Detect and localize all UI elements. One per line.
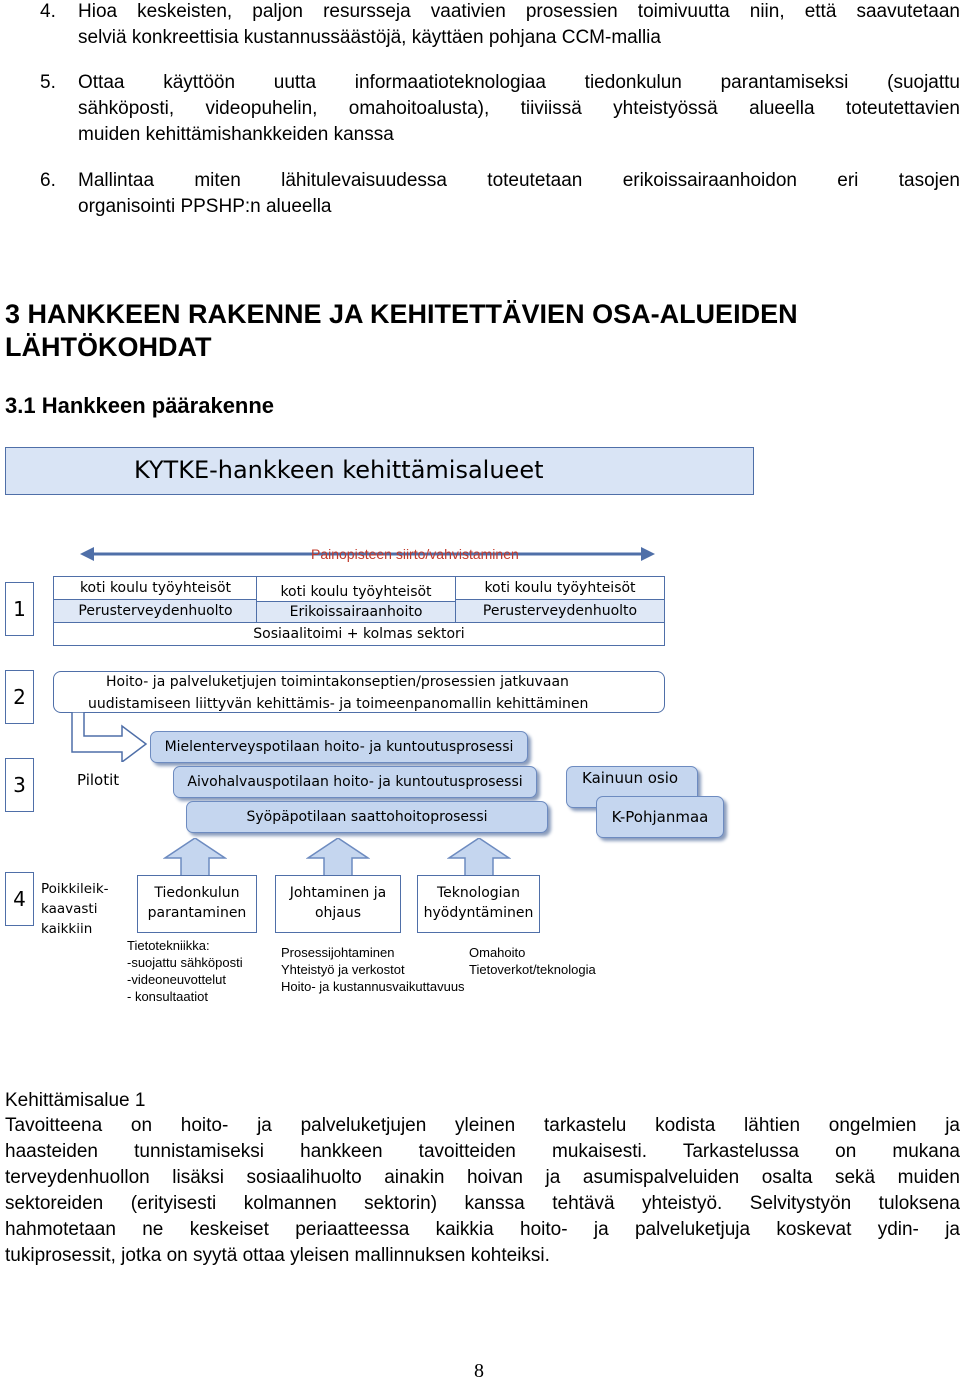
row2-text-line: Hoito- ja palveluketjujen toimintakonseptien/prosessien jatkuvaan [106,674,569,690]
subsection-heading: 3.1 Hankkeen päärakenne [5,393,275,418]
process-notes: Prosessijohtaminen Yhteistyö ja verkostot Hoito- ja kustannusvaikuttavuus [281,945,465,994]
crosscut-label: Poikkileik- kaavasti kaikkiin [41,881,109,937]
section-heading-line: 3 HANKKEEN RAKENNE JA KEHITETTÄVIEN OSA-ALUEIDEN [5,299,798,329]
list-text-line: sähköposti, videopuhelin, omahoitoalusta), tiiviissä yhteistyössä alueella toteutettavien [78,98,960,119]
self-care-notes: Omahoito Tietoverkot/teknologia [469,945,596,977]
row1-cell-top: koti koulu työyhteisöt [455,576,665,600]
diagram-banner [5,447,754,495]
pilot-cancer: Syöpäpotilaan saattohoitoprosessi [186,801,548,833]
list-number: 5. [40,72,56,93]
row2-text-line: uudistamiseen liittyvän kehittämis- ja toimeenpanomallin kehittäminen [88,696,589,712]
paragraph-line: tukiprosessit, jotka on syytä ottaa yleisen mallinnuksen kohteiksi. [5,1245,550,1266]
arrow-label: Painopisteen siirto/vahvistaminen [311,546,519,562]
theme-information-flow: Tiedonkulun parantaminen [137,875,257,933]
it-notes: Tietotekniikka: -suojattu sähköposti -videoneuvottelut - konsultaatiot [127,938,243,1004]
row-number-3: 3 [5,758,34,812]
row1-cell-bottom: Perusterveydenhuolto [53,599,258,623]
up-arrow-icon [163,838,227,878]
row1-cell-bottom: Erikoissairaanhoito [256,601,456,623]
row1-cell-top: koti koulu työyhteisöt [256,576,456,602]
paragraph-line: haasteiden tunnistamiseksi hankkeen tavoitteiden mukaisesti. Tarkastelussa on mukana [5,1141,960,1162]
list-text-line: organisointi PPSHP:n alueella [78,196,332,217]
up-arrow-icon [447,838,511,878]
pilot-stroke: Aivohalvauspotilaan hoito- ja kuntoutusprosessi [173,766,537,798]
row-number-4: 4 [5,872,34,926]
area-paragraph [5,1113,960,1269]
region-k-pohjanmaa: K-Pohjanmaa [596,796,724,838]
section-heading [5,298,798,364]
region-kainuu: Kainuun osio [566,766,698,808]
row1-cell-top: koti koulu työyhteisöt [53,576,258,600]
row2-process-box [53,671,665,713]
list-text-line: Ottaa käyttöön uutta informaatioteknologiaa tiedonkulun parantamiseksi (suojattu [78,72,960,93]
section-heading-line: LÄHTÖKOHDAT [5,332,212,362]
pilots-label: Pilotit [77,771,120,789]
bent-arrow-icon [64,712,154,762]
paragraph-line: sektoreiden (erityisesti kolmannen sektorin) kanssa tehtävä yhteistyö. Selvitystyön tuloksena [5,1193,960,1214]
paragraph-line: terveydenhuollon lisäksi sosiaalihuolto ainakin hoivan ja asumispalveluiden osalta sekä muiden [5,1167,960,1188]
row-number-2: 2 [5,670,34,724]
paragraph-line: Tavoitteena on hoito- ja palveluketjujen yleinen tarkastelu kodista lähtien ongelmien ja [5,1115,960,1136]
list-number: 4. [40,1,56,22]
list-text-line: muiden kehittämishankkeiden kanssa [78,124,394,145]
list-text-line: Mallintaa miten lähitulevaisuudessa toteutetaan erikoissairaanhoidon eri tasojen [78,170,960,191]
list-text-line: selviä konkreettisia kustannussäästöjä, käyttäen pohjana CCM-mallia [78,27,661,48]
pilot-mental-health: Mielenterveyspotilaan hoito- ja kuntoutusprosessi [150,731,528,763]
theme-management: Johtaminen ja ohjaus [275,875,401,933]
page-number: 8 [474,1360,484,1382]
row1-cell-bottom: Perusterveydenhuolto [455,599,665,623]
structure-diagram [0,440,960,1020]
list-text-line: Hioa keskeisten, paljon resursseja vaativien prosessien toimivuutta niin, että saavutetaan [78,1,960,22]
row-number-1: 1 [5,582,34,636]
list-number: 6. [40,170,56,191]
up-arrow-icon [306,838,370,878]
row1-social-sector: Sosiaalitoimi + kolmas sektori [53,622,665,646]
paragraph-line: hahmotetaan ne keskeiset periaatteessa kaikkia hoito- ja palveluketjuja koskevat ydin- ja [5,1219,960,1240]
theme-technology: Teknologian hyödyntäminen [417,875,540,933]
diagram-banner-title: KYTKE-hankkeen kehittämisalueet [134,456,544,484]
area-heading: Kehittämisalue 1 [5,1090,146,1111]
